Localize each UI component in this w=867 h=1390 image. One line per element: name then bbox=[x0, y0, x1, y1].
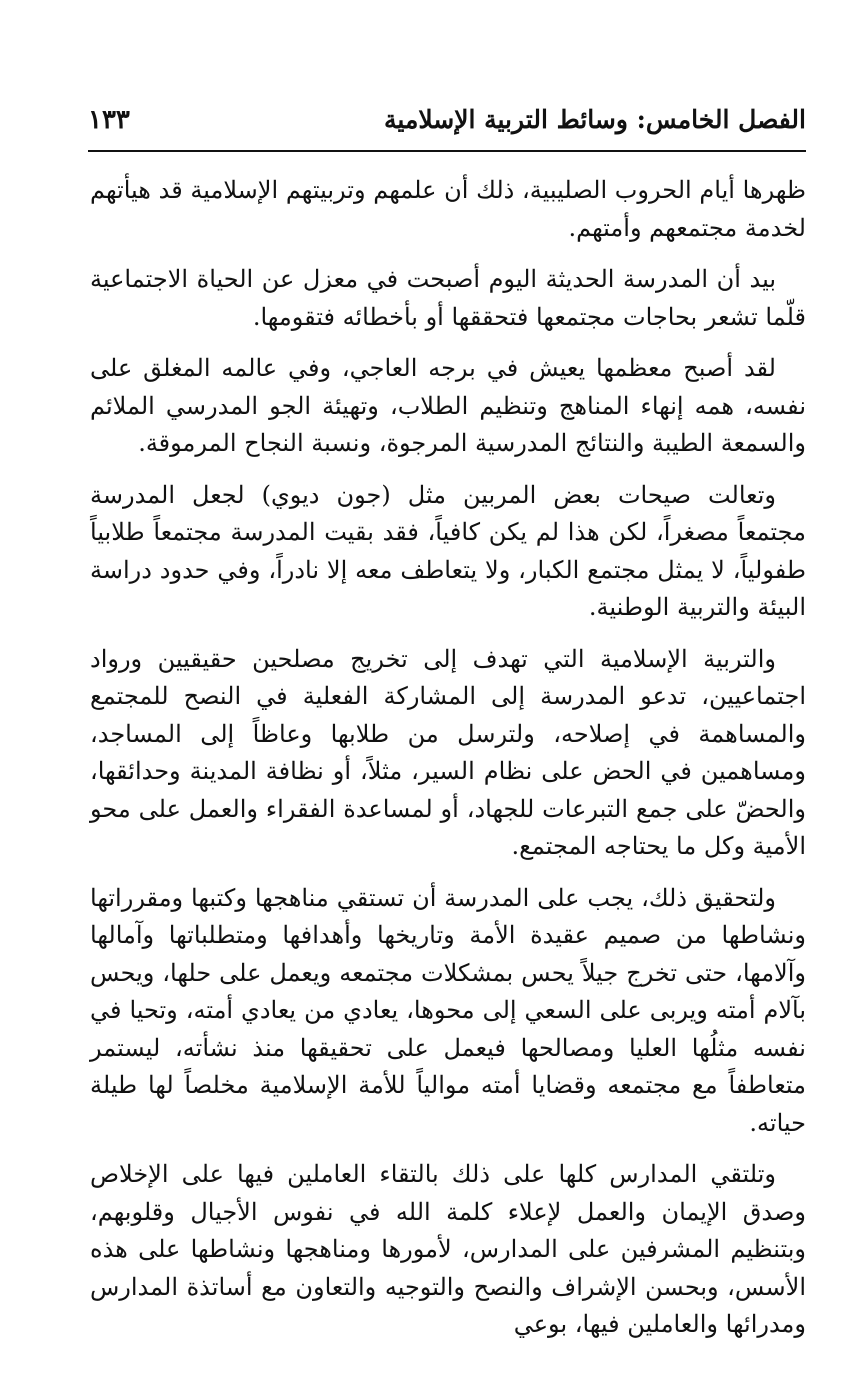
paragraph-3: لقد أصبح معظمها يعيش في برجه العاجي، وفي عالمه المغلق على نفسه، همه إنهاء المناهج وتنظيم الطلاب، وتهيئة الجو المدرسي الملائم والسمعة الطيبة والنتائج المدرسية المرجوة، ونسبة النجاح المرموقة. bbox=[90, 354, 807, 457]
paragraph-7: وتلتقي المدارس كلها على ذلك بالتقاء العاملين فيها على الإخلاص وصدق الإيمان والعمل لإعلاء كلمة الله في نفوس الأجيال وقلوبهم، وبتنظيم المشرفين على المدارس، لأمورها ومناهجها ونشاطها على هذه الأسس، وبحسن الإشراف والنصح والتوجيه والتعاون مع أساتذة المدارس ومدرائها والعاملين فيها، بوعي bbox=[90, 1160, 806, 1338]
header-divider bbox=[88, 150, 806, 152]
page-number: ١٣٣ bbox=[88, 105, 130, 135]
paragraph-2: بيد أن المدرسة الحديثة اليوم أصبحت في معزل عن الحياة الاجتماعية قلّما تشعر بحاجات مجتمعها فتحققها أو بأخطائه فتقومها. bbox=[90, 265, 806, 331]
paragraph-6: ولتحقيق ذلك، يجب على المدرسة أن تستقي مناهجها وكتبها ومقرراتها ونشاطها من صميم عقيدة الأمة وتاريخها وأهدافها ومتطلباتها وآمالها وآلامها، حتى تخرج جيلاً يحس بمشكلات مجتمعه ويعمل على حلها، ويحس بآلام أمته ويربى على السعي إلى محوها، يعادي من يعادي أمته، وتحيا في نفسه مثلُها العليا ومصالحها فيعمل على تحقيقها منذ نشأته، ليستمر متعاطفاً مع مجتمعه وقضايا أمته موالياً للأمة الإسلامية مخلصاً لها طيلة حياته. bbox=[90, 883, 806, 1137]
chapter-title: الفصل الخامس: وسائط التربية الإسلامية bbox=[384, 105, 806, 134]
paragraph-4: وتعالت صيحات بعض المربين مثل (جون ديوي) لجعل المدرسة مجتمعاً مصغراً، لكن هذا لم يكن كافياً، فقد بقيت المدرسة مجتمعاً طلابياً طفولياً، لا يمثل مجتمع الكبار، ولا يتعاطف معه إلا نادراً، وفي حدود دراسة البيئة والتربية الوطنية. bbox=[90, 480, 806, 621]
paragraph-1: ظهرها أيام الحروب الصليبية، ذلك أن علمهم وتربيتهم الإسلامية قد هيأتهم لخدمة مجتمعهم وأمتهم. bbox=[90, 176, 806, 242]
running-header bbox=[88, 100, 806, 140]
body-text bbox=[90, 172, 806, 1358]
paragraph-5: والتربية الإسلامية التي تهدف إلى تخريج مصلحين حقيقيين ورواد اجتماعيين، تدعو المدرسة إلى المشاركة الفعلية في النصح للمجتمع والمساهمة في إصلاحه، ولترسل من طلابها وعاظاً إلى المساجد، ومساهمين في الحض على نظام السير، مثلاً، أو نظافة المدينة وحدائقها، والحضّ على جمع التبرعات للجهاد، أو لمساعدة الفقراء والعمل على محو الأمية وكل ما يحتاجه المجتمع. bbox=[90, 644, 806, 860]
